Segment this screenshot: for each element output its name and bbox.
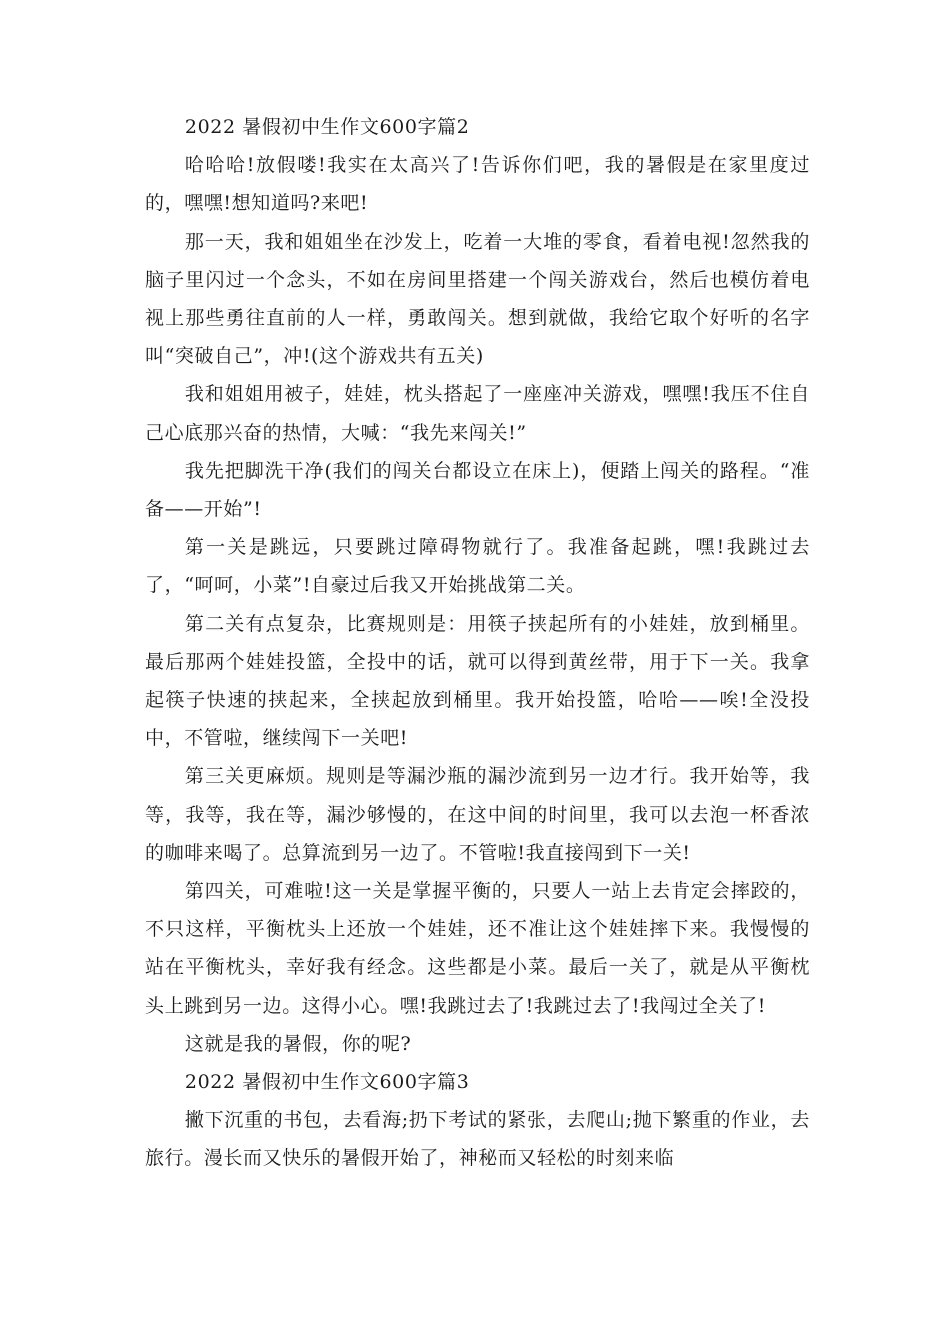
- paragraph: 撇下沉重的书包，去看海;扔下考试的紧张，去爬山;抛下繁重的作业，去旅行。漫长而又快乐的暑假开始了，神秘而又轻松的时刻来临: [145, 1109, 810, 1170]
- paragraph: 这就是我的暑假，你的呢?: [184, 1032, 412, 1055]
- paragraph: 哈哈哈!放假喽!我实在太高兴了!告诉你们吧，我的暑假是在家里度过的，嘿嘿!想知道吗?来吧!: [145, 154, 810, 215]
- paragraph: 第一关是跳远，只要跳过障碍物就行了。我准备起跳，嘿!我跳过去了，“呵呵，小菜”!自豪过后我又开始挑战第二关。: [145, 536, 810, 597]
- paragraph: 第二关有点复杂，比赛规则是：用筷子挟起所有的小娃娃，放到桶里。最后那两个娃娃投篮，全投中的话，就可以得到黄丝带，用于下一关。我拿起筷子快速的挟起来，全挟起放到桶里。我开始投篮，哈哈——唉!全没投中，不管啦，继续闯下一关吧!: [145, 612, 810, 750]
- paragraph: 第四关，可难啦!这一关是掌握平衡的，只要人一站上去肯定会摔跤的，不只这样，平衡枕头上还放一个娃娃，还不准让这个娃娃摔下来。我慢慢的站在平衡枕头，幸好我有经念。这些都是小菜。最后一关了，就是从平衡枕头上跳到另一边。这得小心。嘿!我跳过去了!我跳过去了!我闯过全关了!: [145, 880, 810, 1017]
- paragraph: 那一天，我和姐姐坐在沙发上，吃着一大堆的零食，看着电视!忽然我的脑子里闪过一个念头，不如在房间里搭建一个闯关游戏台，然后也模仿着电视上那些勇往直前的人一样，勇敢闯关。想到就做，我给它取个好听的名字叫“突破自己”，冲!(这个游戏共有五关): [145, 230, 810, 368]
- paragraph: 我先把脚洗干净(我们的闯关台都设立在床上)，便踏上闯关的路程。“准备——开始”!: [145, 459, 810, 521]
- section-heading-2: 2022 暑假初中生作文600字篇2: [184, 116, 470, 138]
- section-heading-3: 2022 暑假初中生作文600字篇3: [184, 1071, 470, 1094]
- paragraph: 第三关更麻烦。规则是等漏沙瓶的漏沙流到另一边才行。我开始等，我等，我等，我在等，漏沙够慢的，在这中间的时间里，我可以去泡一杯香浓的咖啡来喝了。总算流到另一边了。不管啦!我直接闯到下一关!: [145, 765, 810, 864]
- paragraph: 我和姐姐用被子，娃娃，枕头搭起了一座座冲关游戏，嘿嘿!我压不住自己心底那兴奋的热情，大喊：“我先来闯关!”: [145, 383, 810, 444]
- document-body: [145, 108, 810, 1178]
